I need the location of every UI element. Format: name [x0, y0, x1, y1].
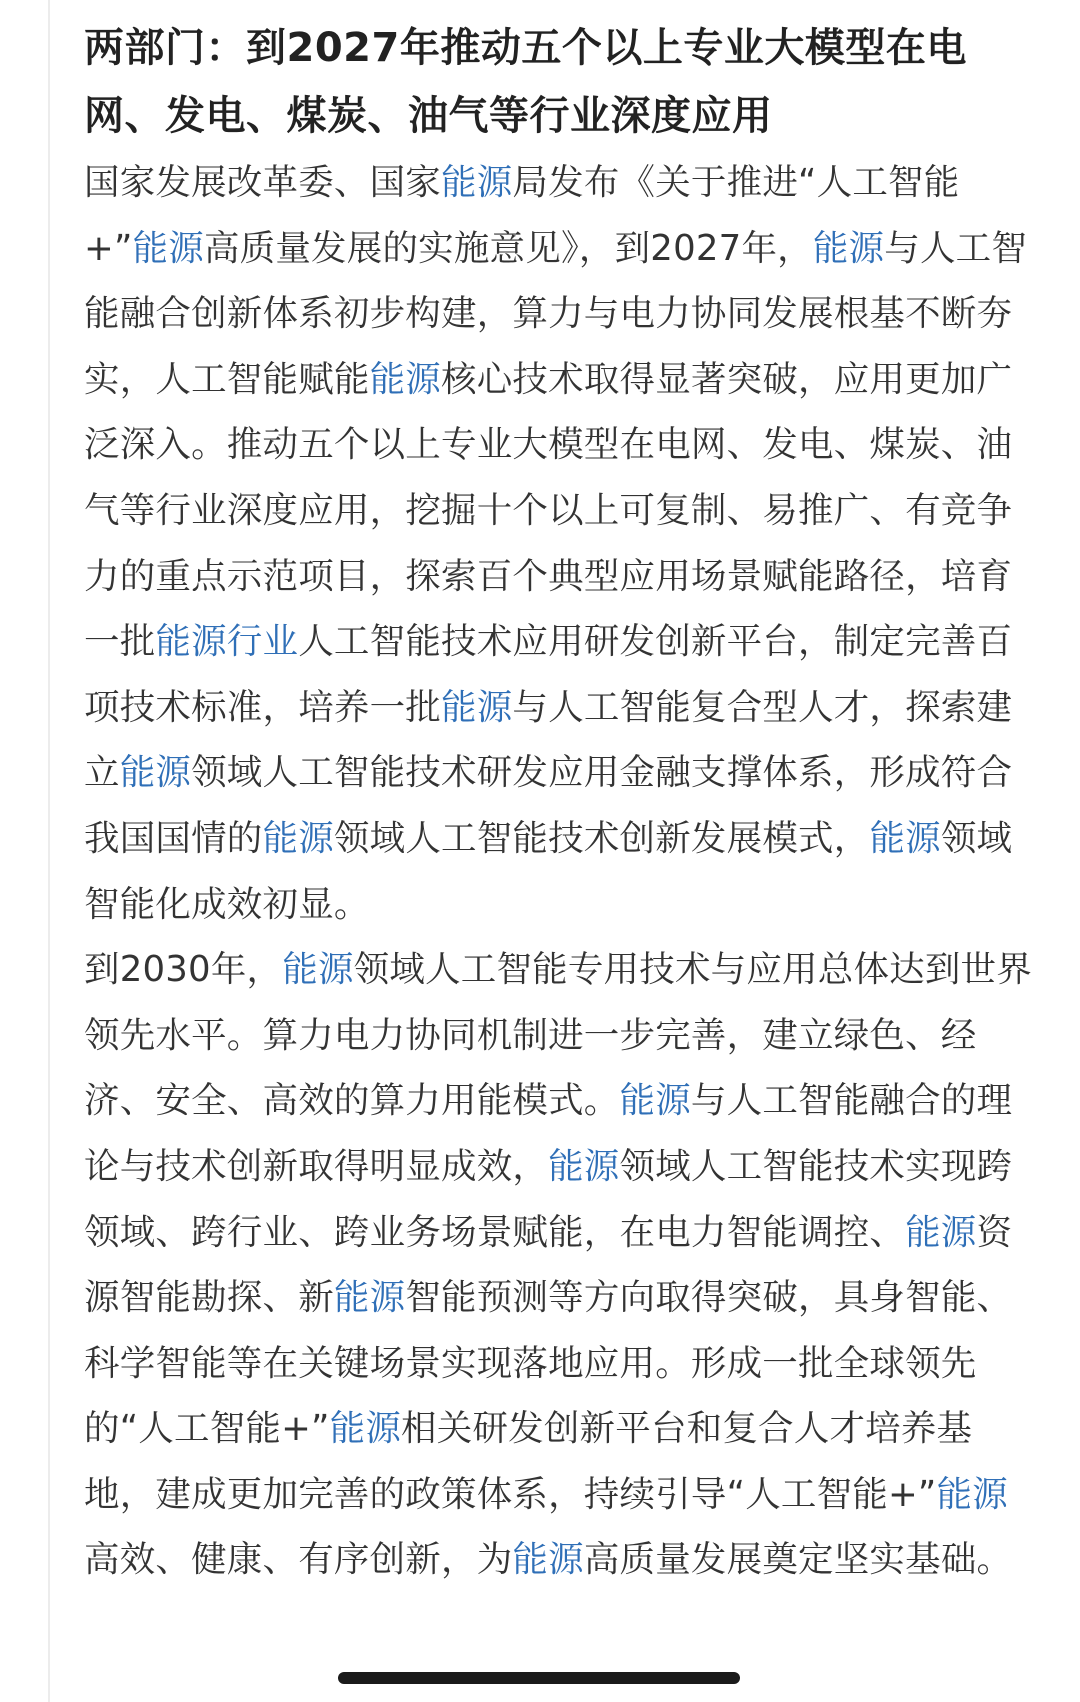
keyword-link[interactable]: 能源 [905, 1211, 977, 1253]
keyword-link[interactable]: 能源 [512, 1539, 584, 1581]
keyword-link[interactable]: 能源 [132, 227, 204, 269]
paragraph-text: 核心技术取得显著突破，应用更加广泛深入。推动五个以上专业大模型在电网、发电、煤炭、油气等行业深度应用，挖掘十个以上可复制、易推广、有竞争力的重点示范项目，探索百个典型应用场景赋能路径，培育一批 [84, 358, 1013, 663]
keyword-link[interactable]: 能源 [282, 949, 354, 991]
keyword-link[interactable]: 能源 [441, 162, 513, 203]
keyword-link[interactable]: 能源 [548, 1145, 620, 1187]
paragraph-text: 局发布《关于推进“人工智能+” [84, 162, 960, 269]
keyword-link[interactable]: 能源 [869, 817, 941, 859]
paragraph-text: 相关研发创新平台和复合人才培养基地，建成更加完善的政策体系，持续引导“人工智能+” [84, 1408, 973, 1515]
keyword-link[interactable]: 能源 [329, 1408, 402, 1450]
left-edge-divider [48, 0, 50, 1702]
keyword-link[interactable]: 能源 [369, 358, 442, 400]
keyword-link[interactable]: 能源 [812, 227, 885, 269]
paragraph-text: 领域智能化成效初显。 [84, 817, 1013, 925]
keyword-link[interactable]: 能源 [936, 1473, 1008, 1515]
paragraph-text: 到2030年， [84, 949, 283, 991]
keyword-link[interactable]: 能源 [333, 1277, 406, 1319]
paragraph-text: 领域人工智能技术创新发展模式， [333, 817, 870, 859]
paragraph-text: 与人工智能融合创新体系初步构建，算力与电力协同发展根基不断夯实，人工智能赋能 [84, 227, 1028, 400]
keyword-link[interactable]: 能源行业 [155, 621, 299, 663]
keyword-link[interactable]: 能源 [262, 817, 334, 859]
paragraph-text: 高质量发展奠定坚实基础。 [583, 1539, 1013, 1581]
paragraph-text: 人工智能技术应用研发创新平台，制定完善百项技术标准，培养一批 [84, 621, 1013, 728]
paragraph-text: 资源智能勘探、新 [84, 1211, 1013, 1319]
paragraph-text: 高效、健康、有序创新，为 [84, 1539, 513, 1581]
paragraph-text: 领域人工智能技术实现跨领域、跨行业、跨业务场景赋能，在电力智能调控、 [84, 1145, 1013, 1253]
keyword-link[interactable]: 能源 [119, 752, 192, 794]
paragraph-text: 与人工智能融合的理论与技术创新取得明显成效， [84, 1080, 1013, 1187]
paragraph-text: 领域人工智能专用技术与应用总体达到世界领先水平。算力电力协同机制进一步完善，建立绿色、经济、安全、高效的算力用能模式。 [84, 949, 1032, 1122]
keyword-link[interactable]: 能源 [619, 1080, 691, 1122]
paragraph-text: 领域人工智能技术研发应用金融支撑体系，形成符合我国国情的 [84, 752, 1013, 859]
paragraph-text: 智能预测等方向取得突破，具身智能、科学智能等在关键场景实现落地应用。形成一批全球领先的“人工智能+” [84, 1277, 1013, 1450]
paragraph-text: 国家发展改革委、国家 [84, 162, 442, 203]
article-paragraph-2 [84, 937, 1040, 1593]
article-body [84, 14, 1040, 1593]
keyword-link[interactable]: 能源 [441, 686, 513, 728]
home-indicator-bar[interactable] [338, 1672, 740, 1684]
paragraph-text: 与人工智能复合型人才，探索建立 [84, 686, 1013, 794]
article-paragraph-1 [84, 150, 1040, 937]
article-title: 两部门：到2027年推动五个以上专业大模型在电网、发电、煤炭、油气等行业深度应用 [84, 25, 967, 139]
paragraph-text: 高质量发展的实施意见》，到2027年， [203, 227, 813, 269]
